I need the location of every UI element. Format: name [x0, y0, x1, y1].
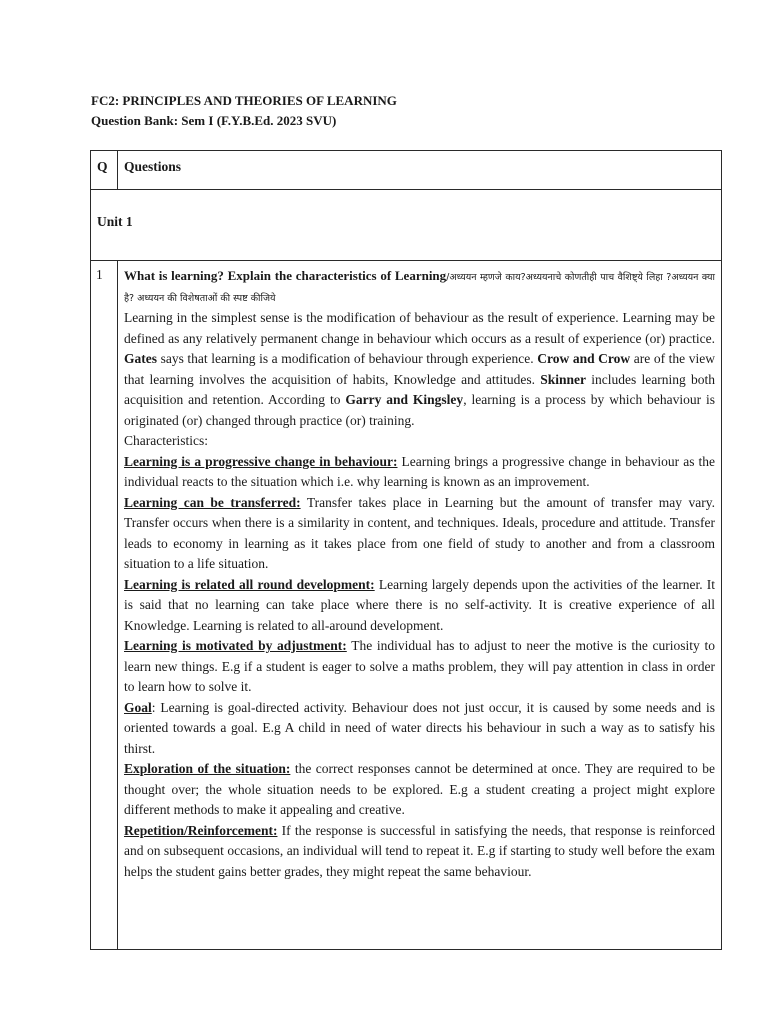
- characteristic-item: [124, 698, 715, 760]
- header-questions: Questions: [118, 151, 722, 190]
- intro-text-4: includes learning both acquisition and retention. According to: [124, 371, 715, 407]
- intro-garry: Garry and Kingsley: [345, 392, 464, 407]
- characteristic-title: Goal: [124, 699, 152, 715]
- characteristic-text: : Learning is goal-directed activity. Behaviour does not just occur, it is caused by some needs and is oriented towards a goal. E.g A child in need of water directs his behaviour in such a way as to satisfy his thirst.: [124, 699, 715, 756]
- question-title-marathi: /अध्ययन म्हणजे काय?अध्ययनाचे कोणतीही पाच वैशिष्ट्ये लिहा ?: [446, 272, 672, 283]
- characteristic-text: the correct responses cannot be determined at once. They are required to be thought over; the whole situation needs to be explored. E.g a student creating a project might explore different methods to make it appealing and creative.: [124, 761, 715, 817]
- characteristic-text: Transfer takes place in Learning but the amount of transfer may vary. Transfer occurs when there is a similarity in content, and techniques. Ideals, procedure and attitude. Transfer leads to economy in learning as it takes place from one field of study to another and from a classroom situation to a life situation.: [124, 494, 715, 571]
- question-number: 1: [91, 261, 118, 950]
- header-q: Q: [91, 151, 118, 190]
- unit-row: [91, 190, 722, 261]
- table-header-row: [91, 151, 722, 190]
- question-content: [118, 261, 722, 950]
- intro-text-2: says that learning is a modification of behaviour through experience.: [157, 351, 538, 366]
- characteristic-item: [124, 452, 715, 493]
- characteristic-text: Learning brings a progressive change in behaviour as the individual reacts to the situation which i.e. why learning is known as an improvement.: [124, 453, 715, 489]
- question-bank-title: Question Bank: Sem I (F.Y.B.Ed. 2023 SVU): [91, 113, 337, 128]
- characteristic-title: Learning is motivated by adjustment:: [124, 638, 347, 653]
- intro-crow: Crow and Crow: [537, 351, 631, 366]
- question-title-english: What is learning? Explain the characteristics of Learning: [124, 268, 447, 283]
- characteristics-label: Characteristics:: [124, 433, 208, 448]
- question-table: [90, 150, 722, 950]
- characteristic-title: Learning can be transferred:: [124, 494, 301, 510]
- characteristic-item: [124, 759, 715, 821]
- characteristic-item: [124, 575, 715, 637]
- characteristic-title: Exploration of the situation:: [124, 761, 291, 776]
- characteristic-text: If the response is successful in satisfying the needs, that response is reinforced and on subsequent occasions, an individual will tend to repeat it. E.g if starting to study well before the exam helps the student gains better grades, they might repeat the same behaviour.: [124, 822, 715, 879]
- intro-gates: Gates: [124, 351, 157, 366]
- characteristic-text: The individual has to adjust to neer the motive is the curiosity to learn new things. E.g if a student is eager to solve a maths problem, they will pay attention in class in order to learn how to solve it.: [124, 638, 715, 694]
- characteristic-item: [124, 821, 715, 883]
- characteristic-title: Repetition/Reinforcement:: [124, 822, 278, 838]
- course-title: FC2: PRINCIPLES AND THEORIES OF LEARNING: [91, 93, 397, 108]
- unit-label: Unit 1: [91, 190, 722, 261]
- characteristic-text: Learning largely depends upon the activities of the learner. It is said that no learning can take place where there is no self-activity. It is creative experience of all Knowledge. Learning is related to all-around development.: [124, 576, 715, 633]
- characteristic-title: Learning is related all round development:: [124, 576, 375, 592]
- characteristic-item: [124, 636, 715, 698]
- table-row: [91, 261, 722, 950]
- intro-text-1: Learning in the simplest sense is the modification of behaviour as the result of experience. Learning may be defined as any relatively permanent change in behaviour which occurs as a result of experience (or) practice.: [124, 310, 715, 346]
- characteristic-item: [124, 493, 715, 575]
- question-title-hindi: अध्ययन क्या है? अध्ययन की विशेषताओं की स्पष्ट कीजिये: [124, 272, 715, 304]
- characteristic-title: Learning is a progressive change in behaviour:: [124, 453, 398, 469]
- intro-text-3: are of the view that learning involves the acquisition of habits, Knowledge and attitudes.: [124, 351, 715, 387]
- intro-paragraph: [124, 308, 715, 431]
- question-title: [124, 266, 715, 308]
- intro-skinner: Skinner: [540, 371, 586, 387]
- intro-text-5: , learning is a process by which behaviour is originated (or) changed through practice (or) training.: [124, 392, 715, 428]
